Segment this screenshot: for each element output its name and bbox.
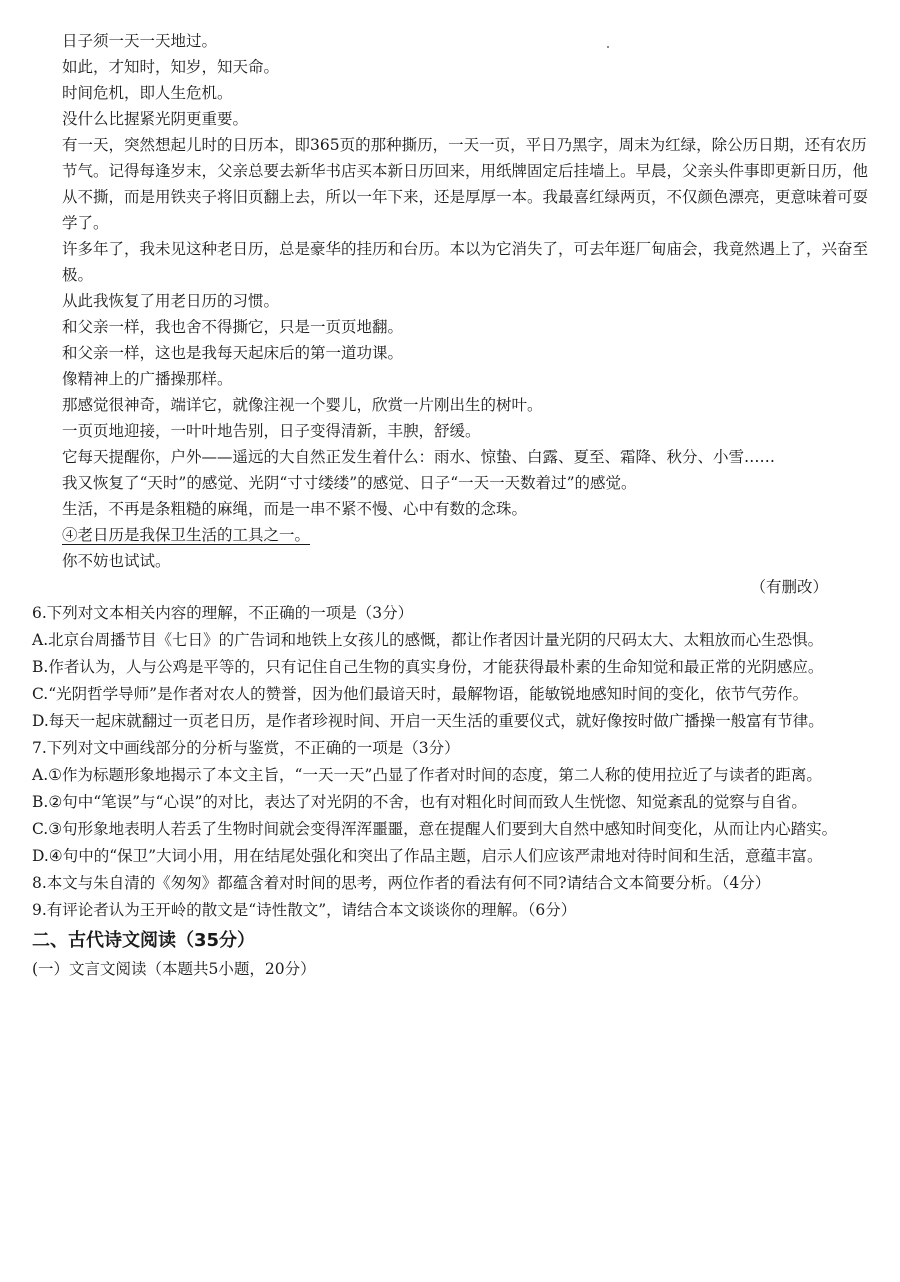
subsection-heading: (一）文言文阅读（本题共5小题，20分） (32, 960, 316, 978)
passage-line: 时间危机，即人生危机。 (62, 84, 233, 102)
passage-line: 你不妨也试试。 (62, 552, 171, 570)
section-heading: 二、古代诗文阅读（35分） (32, 930, 256, 951)
passage (62, 28, 868, 600)
passage-line: 我又恢复了“天时”的感觉、光阴“寸寸缕缕”的感觉、日子“一天一天数着过”的感觉。 (62, 474, 637, 492)
passage-line: 从此我恢复了用老日历的习惯。 (62, 292, 280, 310)
option-d: D.④句中的“保卫”大词小用，用在结尾处强化和突出了作品主题，启示人们应该严肃地对待时间和生活，意蕴丰富。 (32, 847, 823, 865)
option-b: B.作者认为，人与公鸡是平等的，只有记住自己生物的真实身份，才能获得最朴素的生命知觉和最正常的光阴感应。 (32, 658, 824, 676)
passage-line: 像精神上的广播操那样。 (62, 370, 233, 388)
question-stem: 7.下列对文中画线部分的分析与鉴赏，不正确的一项是（3分） (32, 739, 460, 757)
option-c: C.③句形象地表明人若丢了生物时间就会变得浑浑噩噩，意在提醒人们要到大自然中感知时间变化，从而让内心踏实。 (32, 820, 838, 838)
passage-line: 它每天提醒你，户外——遥远的大自然正发生着什么：雨水、惊蛰、白露、夏至、霜降、秋分、小雪…… (62, 448, 776, 466)
passage-line: 生活，不再是条粗糙的麻绳，而是一串不紧不慢、心中有数的念珠。 (62, 500, 528, 518)
question-6 (32, 600, 868, 735)
passage-line: 日子须一天一天地过。 (62, 32, 218, 50)
option-b: B.②句中“笔误”与“心误”的对比，表达了对光阴的不舍，也有对粗化时间而致人生恍惚、知觉紊乱的觉察与自省。 (32, 793, 807, 811)
underlined-sentence: ④老日历是我保卫生活的工具之一。 (62, 526, 311, 544)
option-d: D.每天一起床就翻过一页老日历，是作者珍视时间、开启一天生活的重要仪式，就好像按时做广播操一般富有节律。 (32, 712, 824, 730)
option-c: C.“光阴哲学导师”是作者对农人的赞誉，因为他们最谙天时，最解物语，能敏锐地感知时间的变化，依节气劳作。 (32, 685, 809, 703)
question-stem: 6.下列对文本相关内容的理解，不正确的一项是（3分） (32, 604, 414, 622)
passage-line: 没什么比握紧光阴更重要。 (62, 110, 249, 128)
source-note: （有删改） (750, 578, 828, 596)
passage-paragraph: 有一天，突然想起儿时的日历本，即365页的那种撕历，一天一页，平日乃黑字，周末为红绿，除公历日期，还有农历节气。记得每逢岁末，父亲总要去新华书店买本新日历回来，用纸牌固定后挂墙上。早晨，父亲头件事即更新日历，他从不撕，而是用铁夹子将旧页翻上去，所以一年下来，还是厚厚一本。我最喜红绿两页，不仅颜色漂亮，更意味着可耍学了。 (62, 136, 869, 232)
option-a: A.北京台周播节目《七日》的广告词和地铁上女孩儿的感慨，都让作者因计量光阴的尺码太大、太粗放而心生恐惧。 (32, 631, 824, 649)
question-8: 8.本文与朱自清的《匆匆》都蕴含着对时间的思考，两位作者的看法有何不同?请结合文本简要分析。（4分） (32, 874, 771, 892)
passage-paragraph: 许多年了，我未见这种老日历，总是豪华的挂历和台历。本以为它消失了，可去年逛厂甸庙会，我竟然遇上了，兴奋至极。 (62, 240, 869, 284)
scan-speck (607, 46, 609, 48)
passage-line: 和父亲一样，我也舍不得撕它，只是一页页地翻。 (62, 318, 404, 336)
passage-line: 如此，才知时，知岁，知天命。 (62, 58, 280, 76)
passage-line: 那感觉很神奇，端详它，就像注视一个婴儿，欣赏一片刚出生的树叶。 (62, 396, 543, 414)
question-9: 9.有评论者认为王开岭的散文是“诗性散文”，请结合本文谈谈你的理解。（6分） (32, 901, 577, 919)
question-7 (32, 735, 868, 870)
passage-line: 一页页地迎接，一叶叶地告别，日子变得清新，丰腴，舒缓。 (62, 422, 481, 440)
option-a: A.①作为标题形象地揭示了本文主旨，“一天一天”凸显了作者对时间的态度，第二人称的使用拉近了与读者的距离。 (32, 766, 822, 784)
passage-line: 和父亲一样，这也是我每天起床后的第一道功课。 (62, 344, 404, 362)
